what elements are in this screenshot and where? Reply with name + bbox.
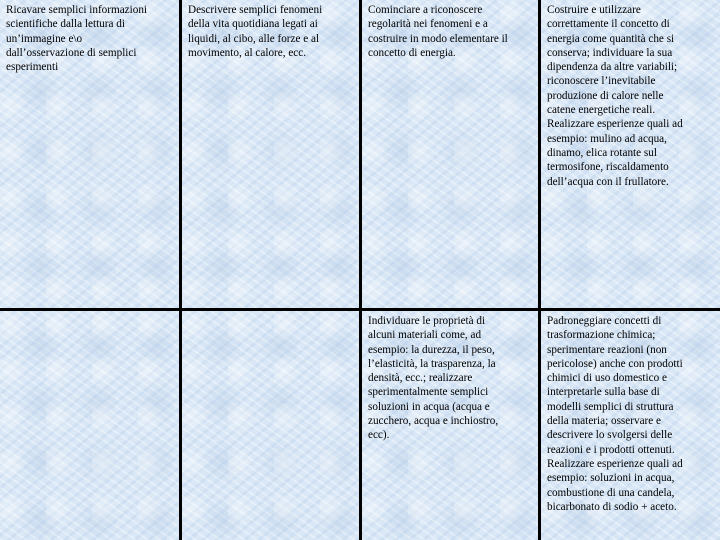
table-cell: Individuare le proprietà di alcuni materiali come, ad esempio: la durezza, il peso, l’elasticità, la trasparenza, la densità, ecc.; realizzare sperimentalmente semplici soluzioni in acqua (acqua e zucchero, acqua e inchiostro, ecc).	[362, 311, 538, 540]
table-cell	[0, 311, 179, 540]
table-cell: Descrivere semplici fenomeni della vita quotidiana legati ai liquidi, al cibo, alle forze e al movimento, al calore, ecc.	[182, 0, 359, 308]
table-cell: Padroneggiare concetti di trasformazione chimica; sperimentare reazioni (non pericolose) anche con prodotti chimici di uso domestico e interpretarle sulla base di modelli semplici di struttura della materia; osservare e descrivere lo svolgersi delle reazioni e i prodotti ottenuti. Realizzare esperienze quali ad esempio: soluzioni in acqua, combustione di una candela, bicarbonato di sodio + aceto.	[541, 311, 720, 540]
table-cell: Costruire e utilizzare correttamente il concetto di energia come quantità che si conserva; individuare la sua dipendenza da altre variabili; riconoscere l’inevitabile produzione di calore nelle catene energetiche reali. Realizzare esperienze quali ad esempio: mulino ad acqua, dinamo, elica rotante sul termosifone, riscaldamento dell’acqua con il frullatore.	[541, 0, 720, 308]
table-cell	[182, 311, 359, 540]
table-cell: Ricavare semplici informazioni scientifiche dalla lettura di un’immagine e\o dall’osservazione di semplici esperimenti	[0, 0, 179, 308]
table-cell: Cominciare a riconoscere regolarità nei fenomeni e a costruire in modo elementare il concetto di energia.	[362, 0, 538, 308]
